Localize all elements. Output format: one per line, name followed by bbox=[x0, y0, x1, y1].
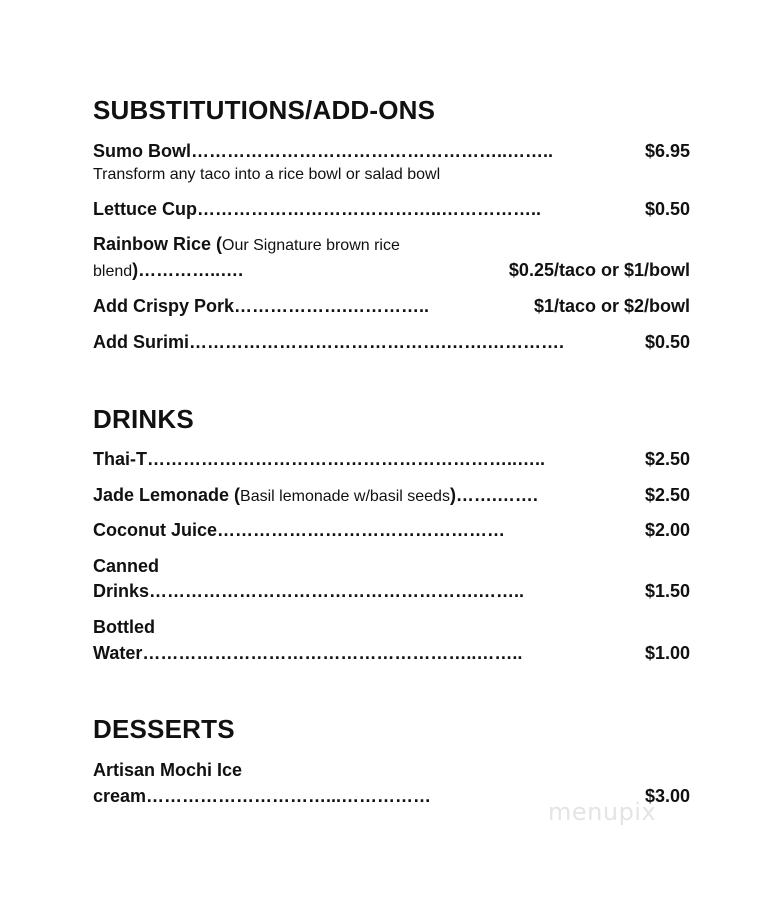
bottled-water-line1: Bottled bbox=[93, 617, 155, 637]
surimi-price: $0.50 bbox=[644, 332, 690, 352]
rainbow-rice-note: Our Signature brown rice bbox=[222, 237, 400, 254]
mochi-line2: cream…………………………...…………… bbox=[93, 786, 432, 806]
sumo-bowl-name: Sumo Bowl……………………………………………..…….. bbox=[93, 141, 554, 161]
rainbow-rice-dots: )…………..…. bbox=[132, 260, 244, 280]
bottled-water-price: $1.00 bbox=[644, 643, 690, 663]
canned-drinks-line2: Drinks……………………………………………….…….. bbox=[93, 581, 525, 601]
desserts-heading: DESSERTS bbox=[93, 714, 235, 744]
sumo-bowl-price: $6.95 bbox=[644, 141, 690, 161]
jade-lemonade-dots: )…….……. bbox=[449, 485, 538, 505]
sumo-bowl-description: Transform any taco into a rice bowl or salad bowl bbox=[93, 166, 441, 183]
jade-lemonade-name: Jade Lemonade ( bbox=[93, 485, 241, 505]
lettuce-cup-name: Lettuce Cup…………………………………..…………….. bbox=[93, 199, 542, 219]
mochi-line1: Artisan Mochi Ice bbox=[93, 760, 243, 780]
rainbow-rice-note-line2: blend bbox=[93, 263, 133, 280]
crispy-pork-price: $1/taco or $2/bowl bbox=[533, 296, 690, 316]
thai-t-price: $2.50 bbox=[644, 449, 690, 469]
thai-t-name: Thai-T……………………………………………………..….. bbox=[93, 449, 545, 469]
jade-lemonade-line bbox=[93, 485, 538, 506]
menupix-watermark: menupix bbox=[548, 798, 657, 826]
rainbow-rice-name: Rainbow Rice ( bbox=[93, 234, 223, 254]
surimi-name: Add Surimi…………………………………….…….…………. bbox=[93, 332, 565, 352]
coconut-juice-name: Coconut Juice………………………………………… bbox=[93, 520, 506, 540]
rainbow-rice-line1 bbox=[93, 234, 400, 255]
drinks-heading: DRINKS bbox=[93, 404, 194, 434]
coconut-juice-price: $2.00 bbox=[644, 520, 690, 540]
jade-lemonade-note: Basil lemonade w/basil seeds bbox=[240, 488, 450, 505]
jade-lemonade-price: $2.50 bbox=[644, 485, 690, 505]
mochi-price: $3.00 bbox=[644, 786, 690, 806]
canned-drinks-price: $1.50 bbox=[644, 581, 690, 601]
rainbow-rice-line2 bbox=[93, 260, 243, 281]
crispy-pork-name: Add Crispy Pork……………….………….. bbox=[93, 296, 430, 316]
rainbow-rice-price: $0.25/taco or $1/bowl bbox=[508, 260, 690, 280]
substitutions-heading: SUBSTITUTIONS/ADD-ONS bbox=[93, 95, 436, 125]
bottled-water-line2: Water………………………………………………..…….. bbox=[93, 643, 523, 663]
canned-drinks-line1: Canned bbox=[93, 556, 160, 576]
lettuce-cup-price: $0.50 bbox=[644, 199, 690, 219]
